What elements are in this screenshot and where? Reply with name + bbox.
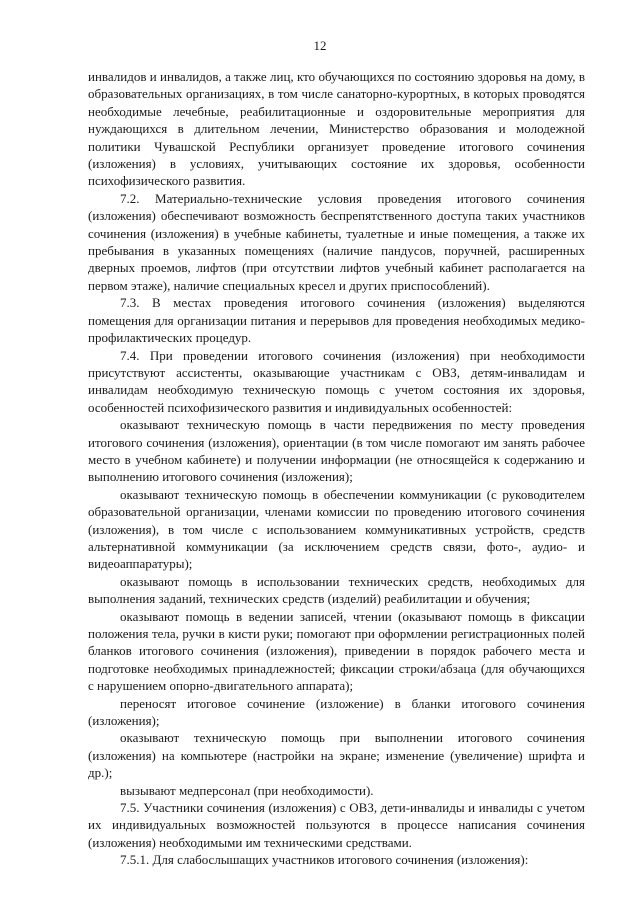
paragraph-7-2: 7.2. Материально-технические условия проведения итогового сочинения (изложения) обеспечивают возможность беспрепятственного доступа таких участников сочинения (изложения) в учебные кабинеты, туалетные и иные помещения, а также их пребывания в указанных помещениях (наличие пандусов, поручней, расширенных дверных проемов, лифтов (при отсутствии лифтов учебный кабинет располагается на первом этаже), наличие специальных кресел и других приспособлений). [88,190,585,293]
list-item-computer-help: оказывают техническую помощь при выполнении итогового сочинения (изложения) на компьютере (настройки на экране; изменение (увеличение) шрифта и др.); [88,730,585,781]
page-number: 12 [313,38,327,53]
list-item-technical-means-help: оказывают помощь в использовании технических средств, необходимых для выполнения заданий, технических средств (изделий) реабилитации и обучения; [88,573,585,607]
paragraph-7-5: 7.5. Участники сочинения (изложения) с ОВЗ, дети-инвалиды и инвалиды с учетом их индивидуальных возможностей пользуются в процессе написания сочинения (изложения) необходимыми им техническими средствами. [88,800,585,850]
list-item-transfer-to-forms: переносят итоговое сочинение (изложение) в бланки итогового сочинения (изложения); [88,695,585,729]
list-item-movement-help: оказывают техническую помощь в части передвижения по месту проведения итогового сочинения (изложения), ориентации (в том числе помогают им занять рабочее место в учебном кабинете) и получении информации (не относящейся к содержанию и выполнению итогового сочинения (изложения); [88,417,585,485]
paragraph-7-3: 7.3. В местах проведения итогового сочинения (изложения) выделяются помещения для организации питания и перерывов для проведения необходимых медико-профилактических процедур. [88,295,585,346]
paragraph-7-4: 7.4. При проведении итогового сочинения (изложения) при необходимости присутствуют ассистенты, оказывающие участникам с ОВЗ, детям-инвалидам и инвалидам необходимую техническую помощь с учетом состояния их здоровья, особенностей психофизического развития и индивидуальных особенностей: [88,347,585,415]
paragraph-continuation: инвалидов и инвалидов, а также лиц, кто обучающихся по состоянию здоровья на дому, в образовательных организациях, в том числе санаторно-курортных, в которых проводятся необходимые лечебные, реабилитационные и оздоровительные мероприятия для нуждающихся в длительном лечении, Министерство образования и молодежной политики Чувашской Республики организует проведение итогового сочинения (изложения) в условиях, учитывающих состояние их здоровья, особенности психофизического развития. [88,69,585,189]
list-item-call-medical-staff: вызывают медперсонал (при необходимости). [120,782,374,798]
document-body [88,68,585,869]
list-item-communication-help: оказывают техническую помощь в обеспечении коммуникации (с руководителем образовательной организации, членами комиссии по проведению итогового сочинения (изложения), в том числе с использованием коммуникативных устройств, средств альтернативной коммуникации (за исключением средств связи, фото-, аудио- и видеоаппаратуры); [88,486,585,572]
list-item-writing-help: оказывают помощь в ведении записей, чтении (оказывают помощь в фиксации положения тела, ручки в кисти руки; помогают при оформлении регистрационных полей бланков итогового сочинения (изложения), приведении в порядок рабочего места и подготовке необходимых принадлежностей; фиксации строки/абзаца (для обучающихся с нарушением опорно-двигательного аппарата); [88,608,585,694]
paragraph-7-5-1: 7.5.1. Для слабослышащих участников итогового сочинения (изложения): [120,852,529,868]
